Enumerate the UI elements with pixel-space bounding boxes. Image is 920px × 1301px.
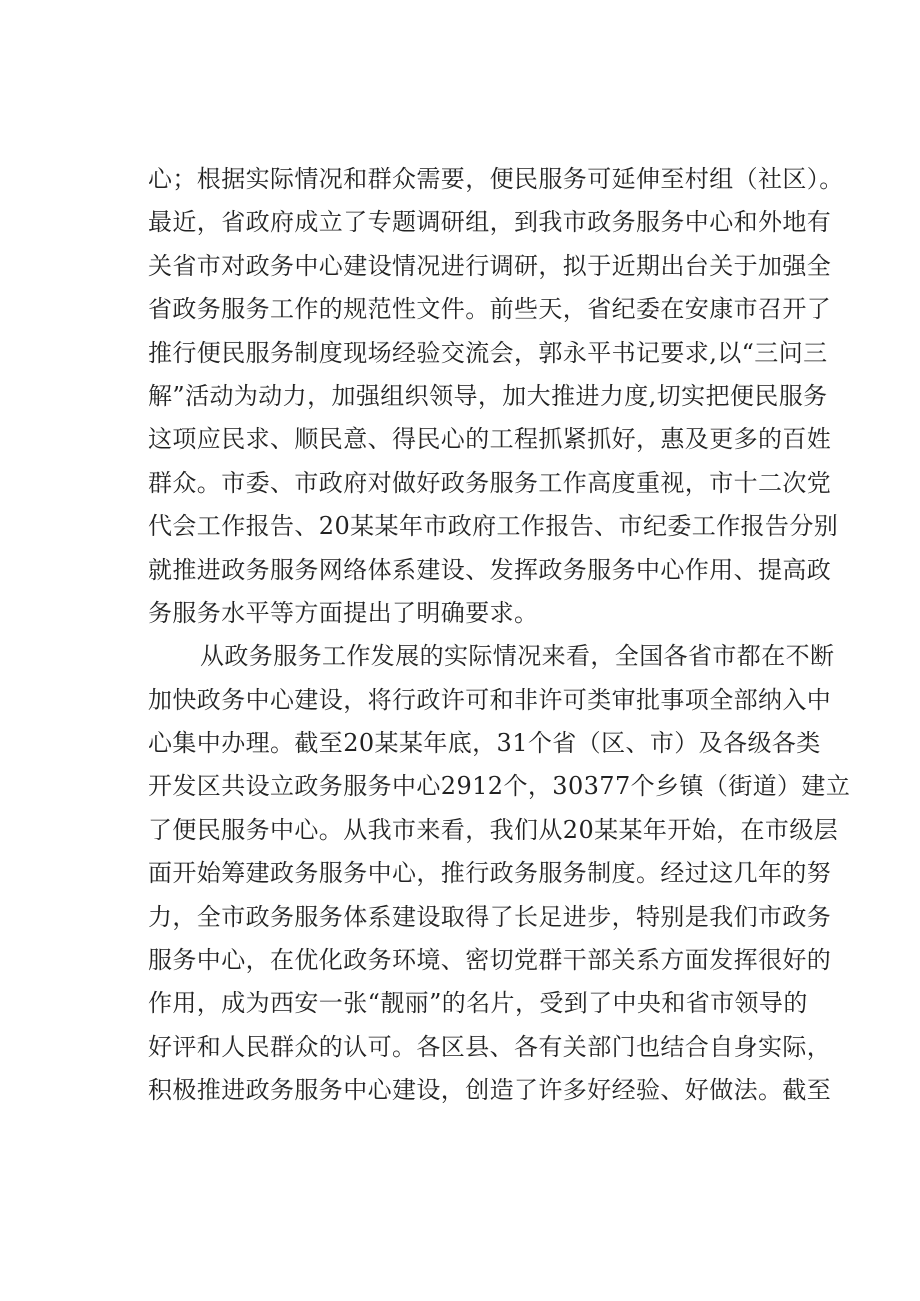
paragraph-1 [148,158,844,635]
text-line: 群众。市委、市政府对做好政务服务工作高度重视，市十二次党 [148,468,832,497]
text-line: 从政务服务工作发展的实际情况来看，全国各省市都在不断 [200,642,835,671]
text-line: 了便民服务中心。从我市来看，我们从20某某年开始，在市级层 [148,815,839,844]
document-body [148,158,851,1113]
text-line: 关省市对政务中心建设情况进行调研，拟于近期出台关于加强全 [148,251,832,280]
text-line: 代会工作报告、20某某年市政府工作报告、市纪委工作报告分别 [148,512,839,541]
text-line: 力，全市政务服务体系建设取得了长足进步，特别是我们市政务 [148,902,832,931]
text-line: 作用，成为西安一张“靓丽”的名片，受到了中央和省市领导的 [148,989,808,1018]
text-line: 心；根据实际情况和群众需要，便民服务可延伸至村组（社区）。 [148,165,844,193]
text-line: 面开始筹建政务服务中心，推行政务服务制度。经过这几年的努 [148,859,832,888]
text-line: 加快政务中心建设，将行政许可和非许可类审批事项全部纳入中 [148,685,832,714]
text-line: 开发区共设立政务服务中心2912个，30377个乡镇（街道）建立 [148,772,851,801]
text-line: 这项应民求、顺民意、得民心的工程抓紧抓好，惠及更多的百姓 [148,425,832,454]
text-line: 好评和人民群众的认可。各区县、各有关部门也结合自身实际， [148,1032,832,1061]
text-line: 就推进政务服务网络体系建设、发挥政务服务中心作用、提高政 [148,555,832,584]
text-line: 心集中办理。截至20某某年底，31个省（区、市）及各级各类 [148,729,821,758]
paragraph-2 [148,635,851,1112]
text-line: 积极推进政务服务中心建设，创造了许多好经验、好做法。截至 [148,1076,832,1105]
text-line: 最近，省政府成立了专题调研组，到我市政务服务中心和外地有 [148,208,832,237]
text-line: 服务中心，在优化政务环境、密切党群干部关系方面发挥很好的 [148,946,832,975]
text-line: 务服务水平等方面提出了明确要求。 [148,598,539,627]
text-line: 推行便民服务制度现场经验交流会，郭永平书记要求,以“三问三 [148,338,828,367]
text-line: 省政务服务工作的规范性文件。前些天，省纪委在安康市召开了 [148,295,832,324]
text-line: 解”活动为动力，加强组织领导，加大推进力度,切实把便民服务 [148,381,828,410]
